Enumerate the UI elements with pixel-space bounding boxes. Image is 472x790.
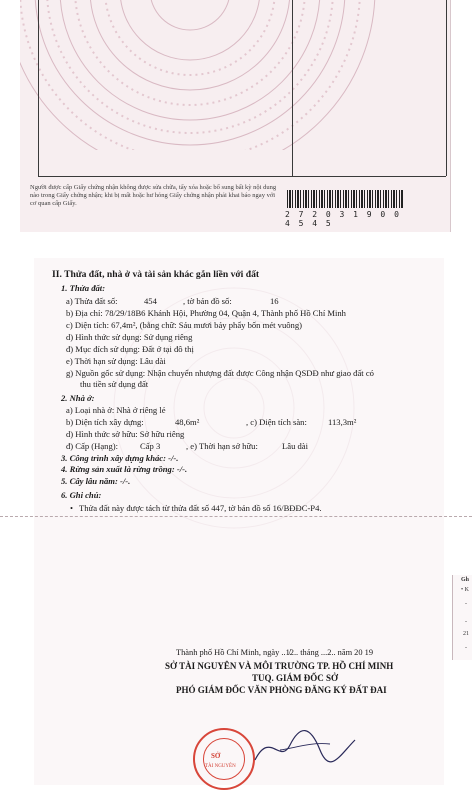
edge-fragment: - (465, 619, 467, 625)
ownership-term-value: Lâu dài (282, 441, 309, 451)
use-term: e) Thời hạn sử dụng: Lâu dài (66, 356, 166, 366)
section-title: II. Thửa đất, nhà ở và tài sản khác gắn liền với đất (52, 269, 260, 280)
issue-date-line: Thành phố Hồ Chí Minh, ngày ..1̸2.. tháng ...2.. năm 20 19 (176, 648, 374, 657)
perennial-trees: 5. Cây lâu năm: -/-. (61, 476, 131, 486)
edge-fragment: 21 (463, 631, 469, 637)
stamp-inner-ring (203, 738, 245, 780)
certificate-warning-note: Người được cấp Giấy chứng nhận không được sửa chữa, tẩy xóa hoặc bổ sung bất kỳ nội dung nào trong Giấy chứng nhận; khi bị mất hoặc hư hỏng Giấy chứng nhận phải khai báo ngay với cơ quan cấp Giấy. (30, 184, 277, 207)
edge-fragment: - (465, 645, 467, 651)
drum-emblem-pattern (20, 0, 400, 150)
signature-scribble (250, 720, 360, 770)
frame-line-bottom (38, 176, 446, 177)
issuing-agency: SỞ TÀI NGUYÊN VÀ MÔI TRƯỜNG TP. HỒ CHÍ MINH (165, 661, 394, 671)
edge-fragment: Gh (461, 577, 470, 583)
other-works: 3. Công trình xây dựng khác: -/-. (61, 453, 179, 463)
grade-value: Cấp 3 (140, 441, 161, 451)
floor-area-label: , c) Diện tích sàn: (246, 417, 307, 427)
note-bullet: • (70, 503, 74, 513)
house-heading: 2. Nhà ở: (61, 393, 95, 403)
built-area-value: 48,6m² (175, 417, 200, 427)
address: b) Địa chỉ: 78/29/18B6 Khánh Hội, Phường 04, Quận 4, Thành phố Hồ Chí Minh (66, 308, 346, 318)
production-forest: 4. Rừng sản xuất là rừng trồng: -/-. (61, 464, 188, 474)
signer-role: PHÓ GIÁM ĐỐC VĂN PHÒNG ĐĂNG KÝ ĐẤT ĐAI (176, 685, 387, 695)
parcel-number: 454 (144, 296, 157, 306)
ownership: d) Hình thức sở hữu: Sở hữu riêng (66, 429, 185, 439)
grade-label: đ) Cấp (Hạng): (66, 441, 119, 451)
built-area-label: b) Diện tích xây dựng: (66, 417, 144, 427)
note-text: Thửa đất này được tách từ thửa đất số 447, tờ bản đồ số 16/BĐĐC-P4. (79, 503, 322, 513)
land-heading: 1. Thửa đất: (61, 283, 106, 293)
barcode (287, 190, 403, 208)
use-form: d) Hình thức sử dụng: Sử dụng riêng (66, 332, 193, 342)
land-origin: g) Nguồn gốc sử dụng: Nhận chuyển nhượng đất được Công nhận QSDĐ như giao đất có (66, 368, 374, 378)
frame-line-right (446, 0, 447, 176)
stamp-text: SỞ (211, 752, 221, 760)
adjacent-page-edge (452, 575, 472, 660)
notes-heading: 6. Ghi chú: (61, 490, 102, 500)
floor-area-value: 113,3m² (328, 417, 357, 427)
land-area: c) Diện tích: 67,4m², (bằng chữ: Sáu mươi bảy phẩy bốn mét vuông) (66, 320, 303, 330)
page-gap (0, 232, 472, 258)
fold-line (0, 516, 472, 517)
edge-fragment: • K (461, 587, 469, 593)
stamp-subtext: TÀI NGUYÊN (205, 764, 236, 769)
ownership-term-label: , e) Thời hạn sở hữu: (186, 441, 258, 451)
barcode-number: 2 7 2 0 3 1 9 0 0 4 5 4 5 (285, 210, 401, 228)
use-purpose: đ) Mục đích sử dụng: Đất ở tại đô thị (66, 344, 194, 354)
map-sheet-label: , tờ bản đồ số: (183, 296, 232, 306)
frame-line-left (38, 0, 39, 176)
authority-line: TUQ. GIÁM ĐỐC SỞ (252, 673, 339, 683)
frame-line-middle (292, 0, 293, 176)
land-origin-cont: thu tiền sử dụng đất (80, 379, 149, 389)
parcel-label: a) Thửa đất số: (66, 296, 118, 306)
house-type: a) Loại nhà ở: Nhà ở riêng lẻ (66, 405, 166, 415)
map-sheet-number: 16 (270, 296, 279, 306)
edge-fragment: - (465, 601, 467, 607)
